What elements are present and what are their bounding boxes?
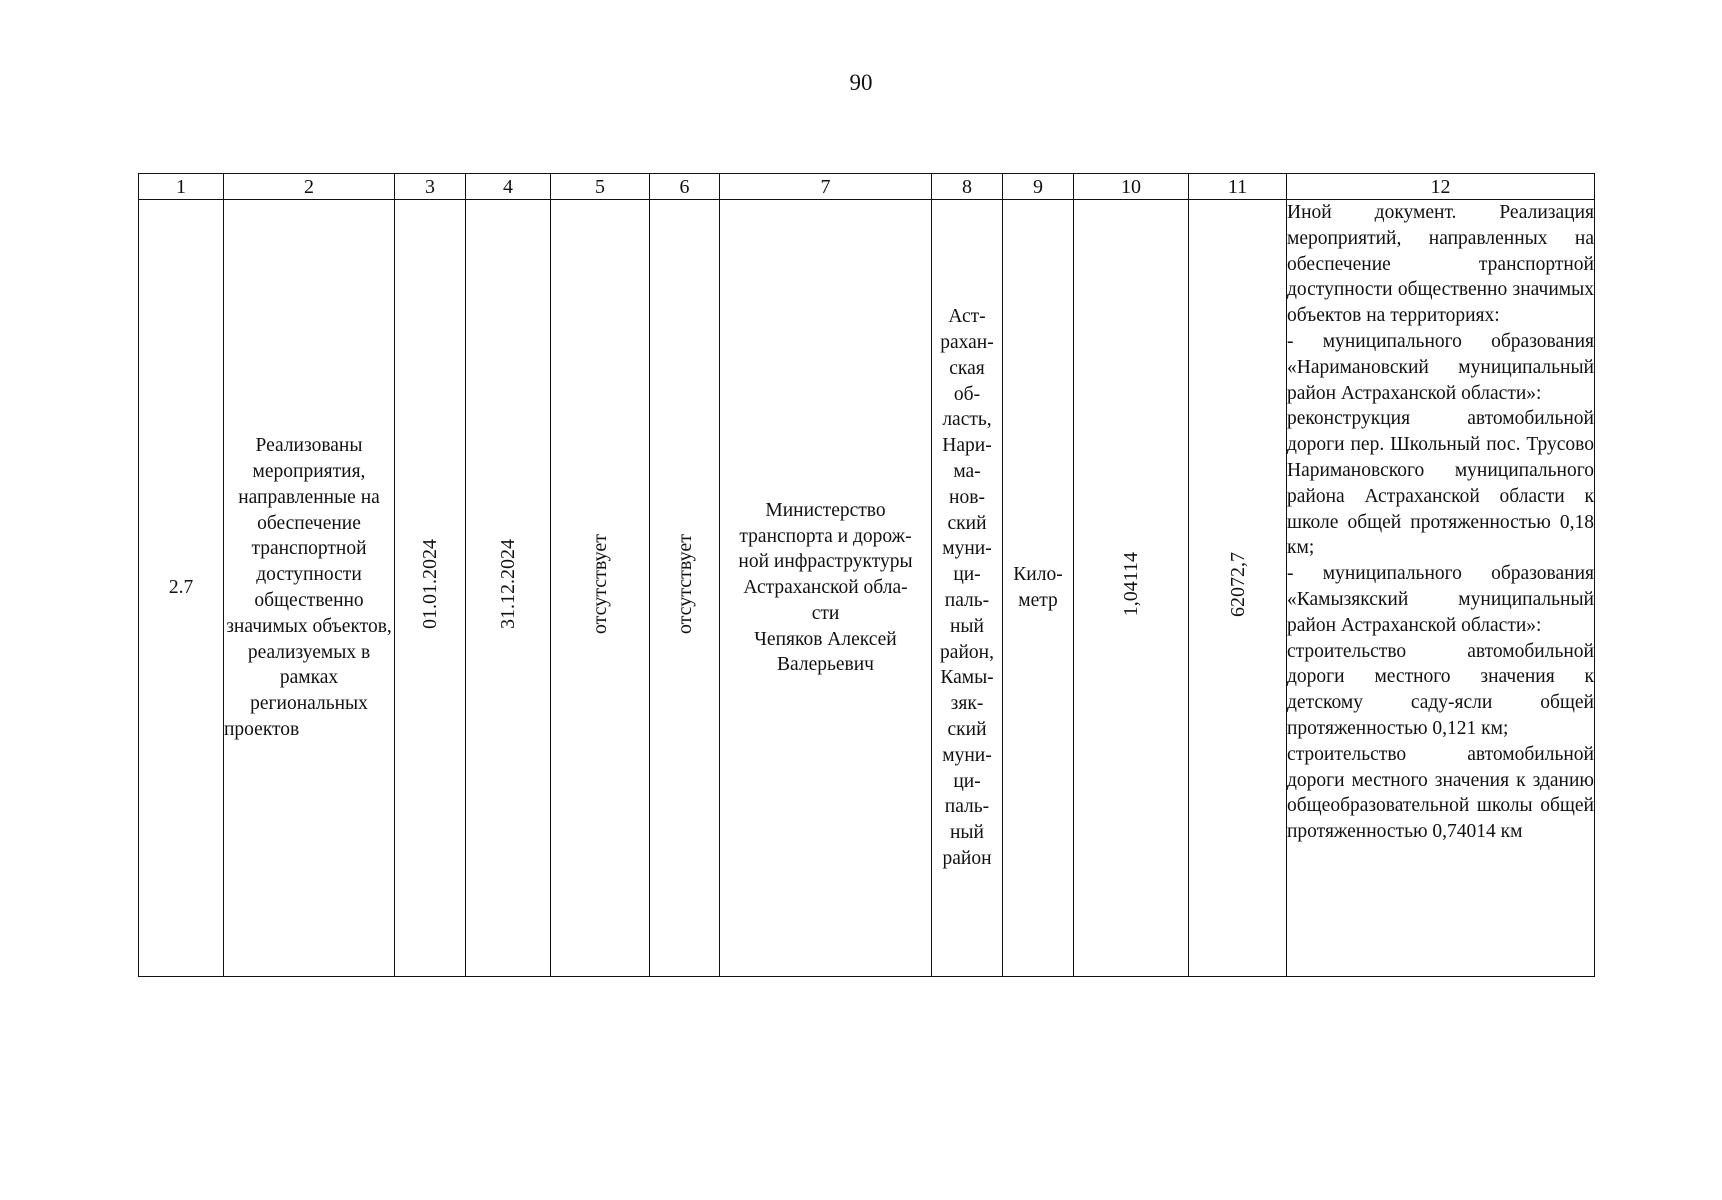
start-date-cell xyxy=(395,200,466,977)
end-date-cell xyxy=(466,200,551,977)
description-paragraph: - муниципального образования «Камызякский муниципальный район Астраханской области»: xyxy=(1287,563,1594,636)
table-header-row xyxy=(139,174,1595,200)
column-6-value: отсутствует xyxy=(673,534,696,635)
row-number-cell: 2.7 xyxy=(139,200,224,977)
header-cell-7: 7 xyxy=(720,174,932,200)
header-cell-12: 12 xyxy=(1287,174,1595,200)
amount: 62072,7 xyxy=(1226,551,1249,617)
header-cell-9: 9 xyxy=(1003,174,1074,200)
responsible-cell: Министерство транспорта и дорож- ной инфраструктуры Астраханской обла- сти Чепяков Алексей Валерьевич xyxy=(720,200,932,977)
header-cell-6: 6 xyxy=(650,174,720,200)
column-6-cell xyxy=(650,200,720,977)
document-table xyxy=(138,173,1595,977)
description-paragraph: - муниципального образования «Наримановский муниципальный район Астраханской области»: xyxy=(1287,330,1594,404)
header-cell-5: 5 xyxy=(551,174,650,200)
end-date: 31.12.2024 xyxy=(497,539,519,630)
header-cell-3: 3 xyxy=(395,174,466,200)
header-cell-11: 11 xyxy=(1189,174,1287,200)
header-cell-2: 2 xyxy=(224,174,395,200)
start-date: 01.01.2024 xyxy=(419,539,441,630)
column-5-cell xyxy=(551,200,650,977)
column-5-value: отсутствует xyxy=(589,534,611,635)
page-number: 90 xyxy=(849,70,873,95)
description-paragraph: строительство автомобильной дороги местного значения к детскому саду-ясли общей протяженностью 0,121 км; xyxy=(1287,640,1594,739)
header-cell-10: 10 xyxy=(1074,174,1189,200)
description-paragraph: Иной документ. Реализация мероприятий, направленных на обеспечение транспортной доступности общественно значимых объектов на территориях: xyxy=(1287,202,1594,327)
result-name-cell: Реализованы мероприятия, направленные на обеспечение транспортной доступности общественно значимых объектов, реализуемых в рамках региональных проектов xyxy=(224,200,395,977)
description-paragraph: строительство автомобильной дороги местного значения к зданию общеобразовательной школы общей протяженностью 0,74014 км xyxy=(1287,743,1594,843)
header-cell-1: 1 xyxy=(139,174,224,200)
table-row xyxy=(139,200,1595,977)
description-paragraph: реконструкция автомобильной дороги пер. Школьный пос. Трусово Наримановского муниципального района Астраханской области к школе общей протяженностью 0,18 км; xyxy=(1287,408,1594,559)
header-cell-8: 8 xyxy=(932,174,1003,200)
amount-cell xyxy=(1189,200,1287,977)
unit-cell: Кило- метр xyxy=(1003,200,1074,977)
value-cell xyxy=(1074,200,1189,977)
territory-cell: Аст- рахан- ская об- ласть, Нари- ма- нов- ский муни- ци- паль- ный район, Камы- зяк- ский муни- ци- паль- ный район xyxy=(932,200,1003,977)
header-cell-4: 4 xyxy=(466,174,551,200)
value: 1,04114 xyxy=(1120,551,1142,617)
description-cell xyxy=(1287,200,1595,977)
